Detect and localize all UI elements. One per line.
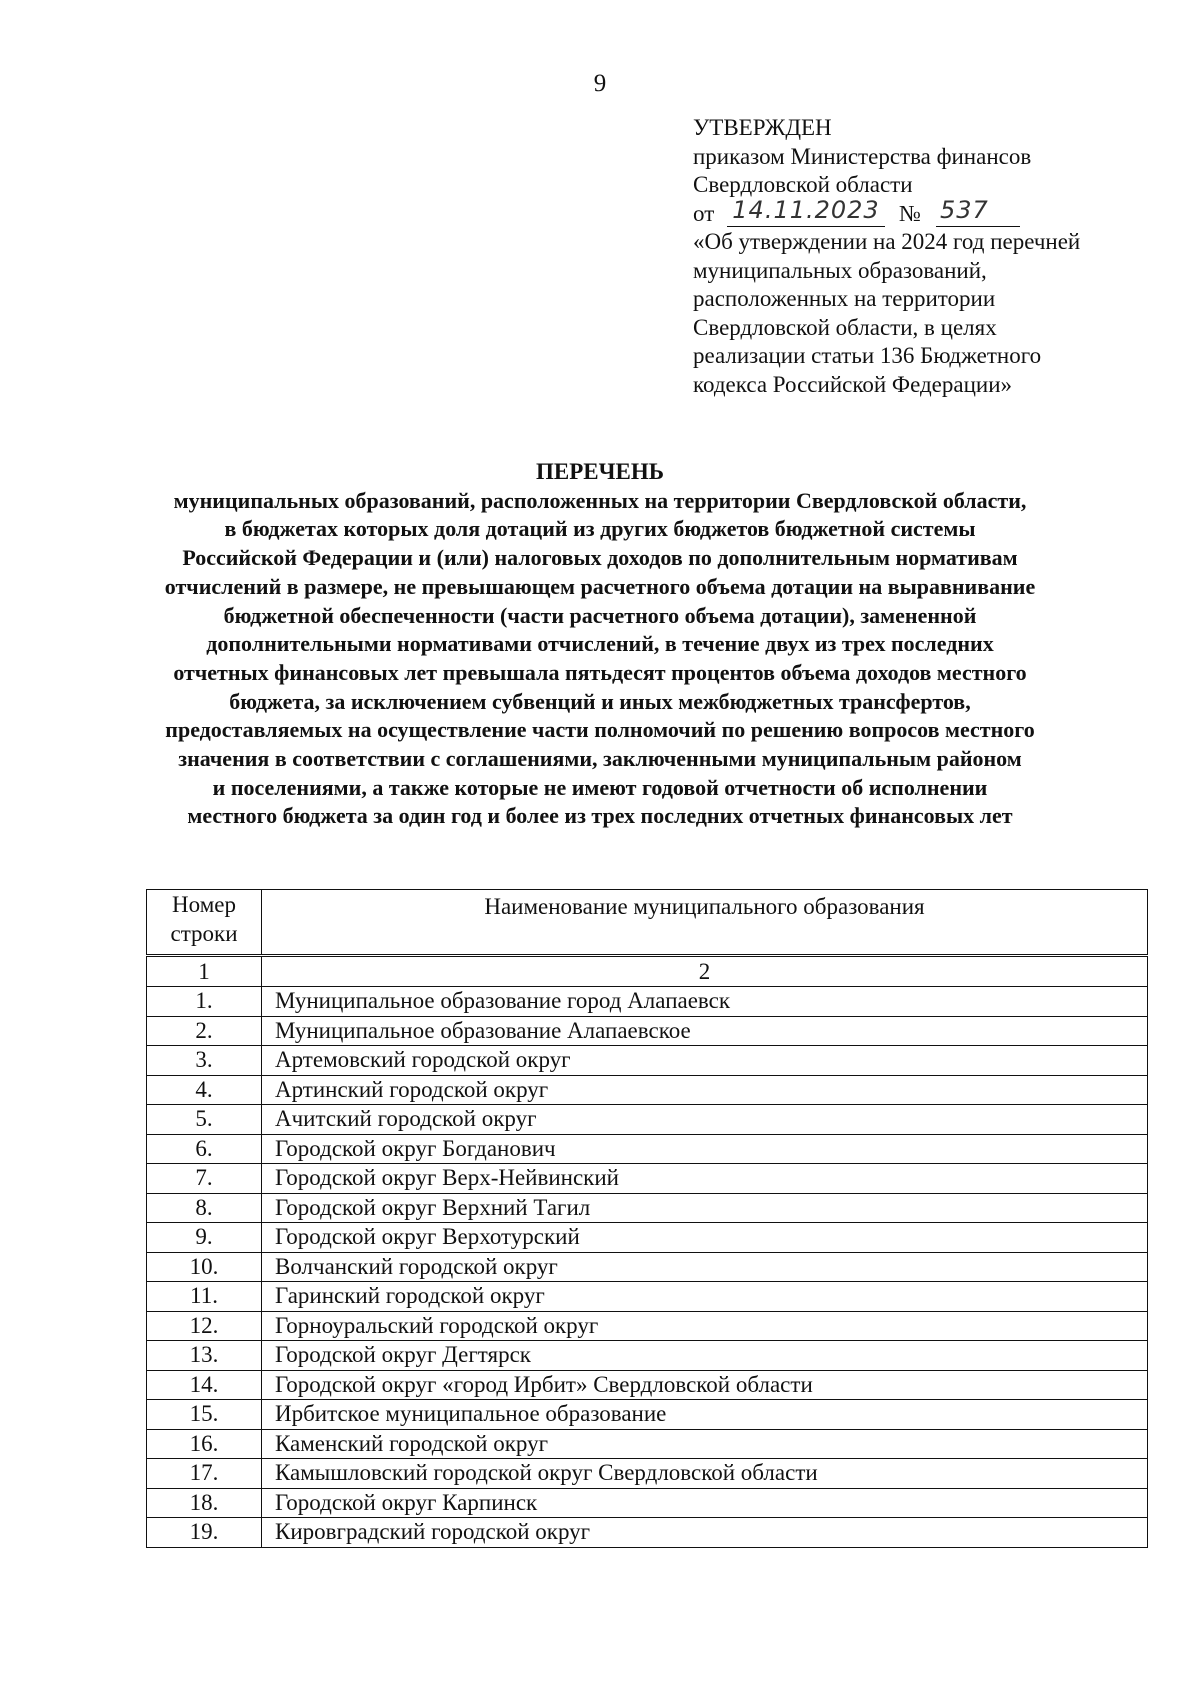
municipality-name-cell: Городской округ Карпинск bbox=[262, 1488, 1148, 1518]
approval-stamp-block bbox=[693, 114, 1163, 399]
row-number-cell: 4. bbox=[147, 1075, 262, 1105]
approval-date-prefix: от bbox=[693, 200, 715, 226]
document-title-line: предоставляемых на осуществление части полномочий по решению вопросов местного bbox=[165, 717, 1035, 743]
row-number-cell: 9. bbox=[147, 1223, 262, 1253]
municipality-name-cell: Муниципальное образование Алапаевское bbox=[262, 1016, 1148, 1046]
table-column-index-row bbox=[147, 956, 1148, 987]
municipality-name-cell: Городской округ Богданович bbox=[262, 1134, 1148, 1164]
approval-date-handwritten: 14.11.2023 bbox=[727, 196, 885, 227]
municipality-name-cell: Артинский городской округ bbox=[262, 1075, 1148, 1105]
municipality-name-cell: Ирбитское муниципальное образование bbox=[262, 1400, 1148, 1430]
row-number-cell: 17. bbox=[147, 1459, 262, 1489]
municipality-name-cell: Городской округ Верхотурский bbox=[262, 1223, 1148, 1253]
table-header-row bbox=[147, 890, 1148, 956]
row-number-cell: 1. bbox=[147, 987, 262, 1017]
header-row-number-line2: строки bbox=[170, 921, 238, 946]
approval-subject-line: расположенных на территории bbox=[693, 286, 996, 311]
approval-issuer: приказом Министерства финансов bbox=[693, 143, 1032, 169]
municipality-name-cell: Городской округ «город Ирбит» Свердловской области bbox=[262, 1370, 1148, 1400]
approval-status: УТВЕРЖДЕН bbox=[693, 115, 832, 140]
row-number-cell: 11. bbox=[147, 1282, 262, 1312]
table-row bbox=[147, 1134, 1148, 1164]
table-row bbox=[147, 1046, 1148, 1076]
municipality-name-cell: Гаринский городской округ bbox=[262, 1282, 1148, 1312]
column-index-1: 1 bbox=[147, 956, 262, 987]
document-title-line: значения в соответствии с соглашениями, заключенными муниципальным районом bbox=[178, 746, 1022, 772]
municipality-name-cell: Городской округ Дегтярск bbox=[262, 1341, 1148, 1371]
row-number-cell: 13. bbox=[147, 1341, 262, 1371]
approval-number-handwritten: 537 bbox=[936, 196, 1020, 227]
document-title-line: бюджета, за исключением субвенций и иных межбюджетных трансфертов, bbox=[229, 688, 971, 714]
row-number-cell: 16. bbox=[147, 1429, 262, 1459]
row-number-cell: 7. bbox=[147, 1164, 262, 1194]
row-number-cell: 10. bbox=[147, 1252, 262, 1282]
table-row bbox=[147, 1518, 1148, 1548]
document-title-line: Российской Федерации и (или) налоговых доходов по дополнительным нормативам bbox=[182, 545, 1018, 571]
table-row bbox=[147, 1252, 1148, 1282]
page-number: 9 bbox=[593, 70, 607, 97]
municipality-name-cell: Артемовский городской округ bbox=[262, 1046, 1148, 1076]
row-number-cell: 3. bbox=[147, 1046, 262, 1076]
table-row bbox=[147, 1105, 1148, 1135]
approval-issuer-region: Свердловской области bbox=[693, 172, 913, 197]
document-title-line: отчислений в размере, не превышающем расчетного объема дотации на выравнивание bbox=[164, 573, 1036, 599]
approval-date-number-row bbox=[693, 195, 1163, 229]
table-row bbox=[147, 1400, 1148, 1430]
row-number-cell: 8. bbox=[147, 1193, 262, 1223]
document-title bbox=[130, 458, 1070, 831]
header-row-number-line1: Номер bbox=[172, 892, 236, 917]
header-row-number bbox=[147, 890, 262, 956]
row-number-cell: 5. bbox=[147, 1105, 262, 1135]
document-heading: ПЕРЕЧЕНЬ bbox=[536, 459, 664, 484]
municipality-name-cell: Волчанский городской округ bbox=[262, 1252, 1148, 1282]
table-row bbox=[147, 1488, 1148, 1518]
document-title-line: бюджетной обеспеченности (части расчетного объема дотации), замененной bbox=[223, 602, 977, 628]
table-row bbox=[147, 987, 1148, 1017]
table-row bbox=[147, 1459, 1148, 1489]
row-number-cell: 6. bbox=[147, 1134, 262, 1164]
header-municipality-name: Наименование муниципального образования bbox=[262, 890, 1148, 956]
document-title-line: и поселениями, а также которые не имеют годовой отчетности об исполнении bbox=[212, 774, 988, 800]
table-row bbox=[147, 1075, 1148, 1105]
municipality-name-cell: Горноуральский городской округ bbox=[262, 1311, 1148, 1341]
table-row bbox=[147, 1223, 1148, 1253]
municipality-name-cell: Камышловский городской округ Свердловской области bbox=[262, 1459, 1148, 1489]
approval-subject-line: муниципальных образований, bbox=[693, 257, 987, 283]
municipality-name-cell: Ачитский городской округ bbox=[262, 1105, 1148, 1135]
municipality-name-cell: Городской округ Верх-Нейвинский bbox=[262, 1164, 1148, 1194]
table-row bbox=[147, 1311, 1148, 1341]
document-title-line: в бюджетах которых доля дотаций из других бюджетов бюджетной системы bbox=[224, 516, 976, 542]
table-row bbox=[147, 1016, 1148, 1046]
approval-subject-line: «Об утверждении на 2024 год перечней bbox=[693, 229, 1081, 254]
row-number-cell: 12. bbox=[147, 1311, 262, 1341]
municipality-name-cell: Муниципальное образование город Алапаевск bbox=[262, 987, 1148, 1017]
column-index-2: 2 bbox=[262, 956, 1148, 987]
table-row bbox=[147, 1341, 1148, 1371]
municipality-name-cell: Городской округ Верхний Тагил bbox=[262, 1193, 1148, 1223]
table-row bbox=[147, 1370, 1148, 1400]
municipality-name-cell: Кировградский городской округ bbox=[262, 1518, 1148, 1548]
approval-subject-line: кодекса Российской Федерации» bbox=[693, 371, 1013, 397]
table-row bbox=[147, 1193, 1148, 1223]
row-number-cell: 18. bbox=[147, 1488, 262, 1518]
municipality-name-cell: Каменский городской округ bbox=[262, 1429, 1148, 1459]
municipalities-table bbox=[146, 889, 1148, 1548]
table-row bbox=[147, 1429, 1148, 1459]
table-body bbox=[147, 987, 1148, 1548]
table-row bbox=[147, 1282, 1148, 1312]
document-title-line: местного бюджета за один год и более из трех последних отчетных финансовых лет bbox=[187, 803, 1013, 829]
document-title-line: отчетных финансовых лет превышала пятьдесят процентов объема доходов местного bbox=[173, 659, 1027, 685]
row-number-cell: 2. bbox=[147, 1016, 262, 1046]
document-title-line: дополнительными нормативами отчислений, в течение двух из трех последних bbox=[206, 631, 994, 657]
approval-number-label: № bbox=[899, 200, 921, 226]
approval-subject-line: реализации статьи 136 Бюджетного bbox=[693, 343, 1042, 368]
row-number-cell: 19. bbox=[147, 1518, 262, 1548]
table-row bbox=[147, 1164, 1148, 1194]
approval-subject-line: Свердловской области, в целях bbox=[693, 314, 997, 340]
row-number-cell: 14. bbox=[147, 1370, 262, 1400]
document-title-line: муниципальных образований, расположенных на территории Свердловской области, bbox=[173, 487, 1027, 513]
row-number-cell: 15. bbox=[147, 1400, 262, 1430]
